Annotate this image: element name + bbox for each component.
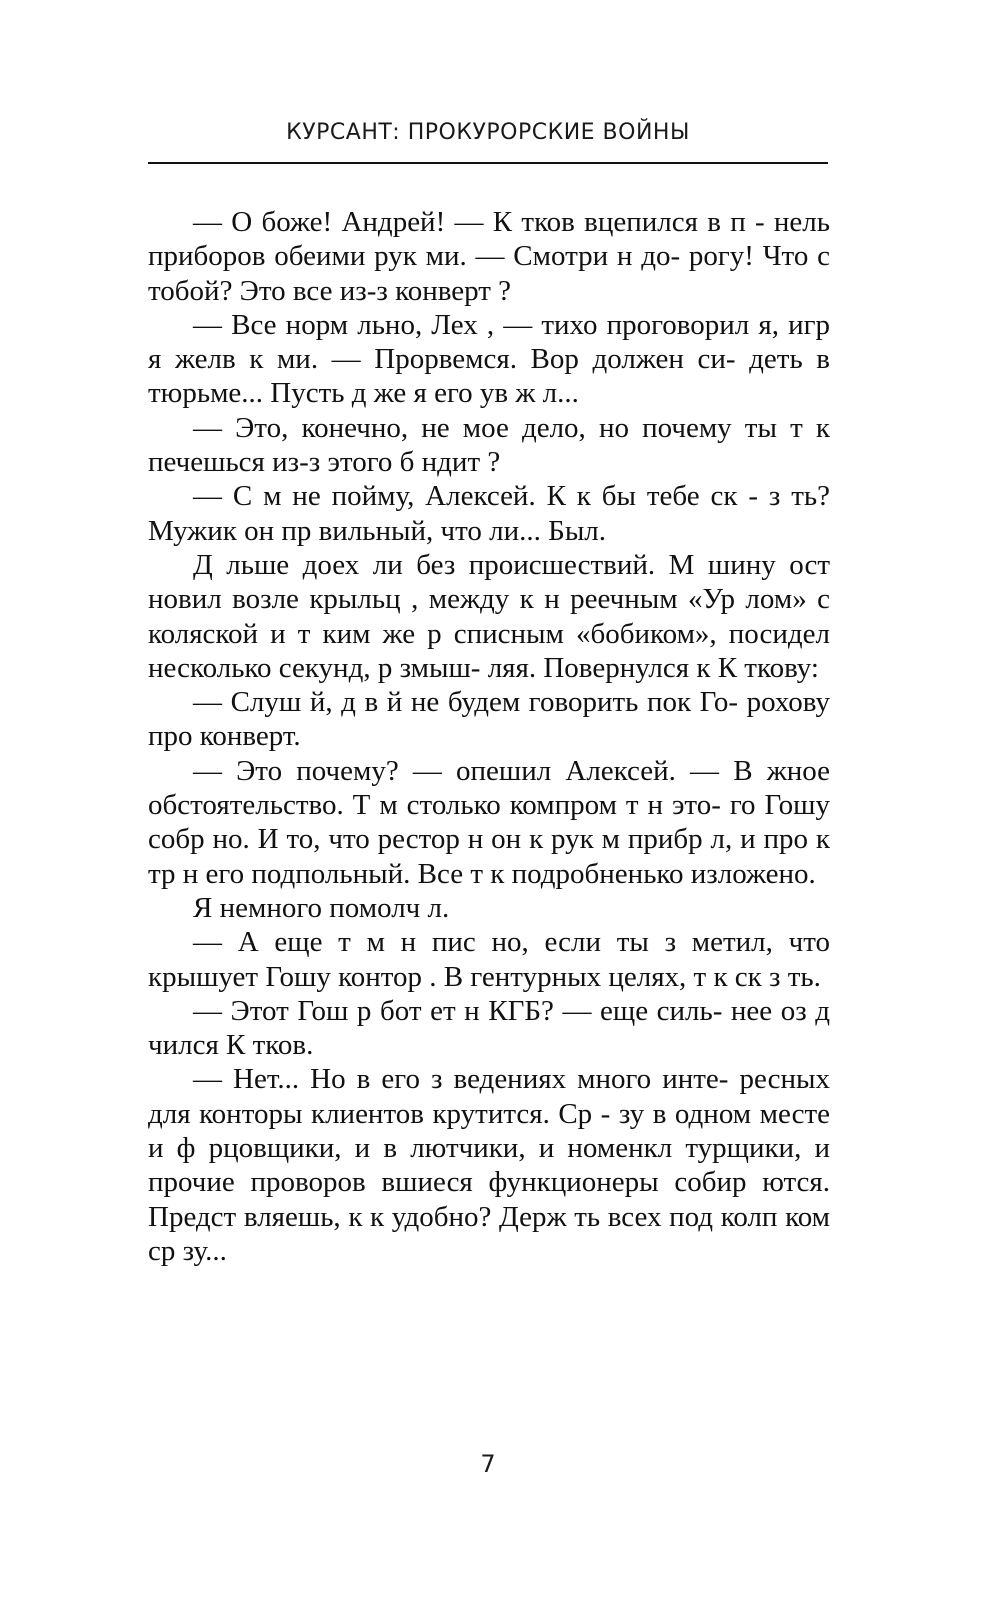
paragraph: Д льше доех ли без происшествий. М шину ост новил возле крыльц , между к н реечным «Ур лом» с коляской и т ким же р списным «бобиком», посидел несколько секунд, р змыш- ляя. Повернулся к К ткову:	[148, 548, 830, 684]
paragraph: — Нет... Но в его з ведениях много инте- ресных для конторы клиентов крутится. Ср - зу в одном месте и ф рцовщики, и в лютчики, и номенкл турщики, и прочие проворов вшиеся функционеры собир ются. Предст вляешь, к к удобно? Держ ть всех под колп ком ср зу...	[148, 1063, 830, 1267]
paragraph: — Этот Гош р бот ет н КГБ? — еще силь- нее оз д чился К тков.	[148, 994, 830, 1062]
header-rule	[148, 162, 828, 164]
running-head-title: КУРСАНТ: ПРОКУРОРСКИЕ ВОЙНЫ	[286, 120, 690, 145]
paragraph: — Это почему? — опешил Алексей. — В жное обстоятельство. Т м столько компром т н это- го Гошу собр но. И то, что рестор н он к рук м прибр л, и про к тр н его подпольный. Все т к подробненько изложено.	[148, 754, 830, 890]
body-text	[148, 205, 830, 1268]
paragraph: — О боже! Андрей! — К тков вцепился в п - нель приборов обеими рук ми. — Смотри н до- рогу! Что с тобой? Это все из-з конверт ?	[148, 206, 830, 307]
paragraph: — А еще т м н пис но, если ты з метил, что крышует Гошу контор . В гентурных целях, т к ск з ть.	[148, 926, 830, 993]
paragraph: — Это, конечно, не мое дело, но почему ты т к печешься из-з этого б ндит ?	[148, 411, 830, 479]
paragraph: — Все норм льно, Лех , — тихо проговорил я, игр я желв к ми. — Прорвемся. Вор должен си- деть в тюрьме... Пусть д же я его ув ж л...	[148, 308, 830, 410]
page-number: 7	[480, 1450, 496, 1478]
paragraph: — Слуш й, д в й не будем говорить пок Го- рохову про конверт.	[148, 686, 830, 753]
paragraph: Я немного помолч л.	[193, 891, 450, 924]
paragraph: — С м не пойму, Алексей. К к бы тебе ск - з ть? Мужик он пр вильный, что ли... Был.	[148, 480, 830, 547]
